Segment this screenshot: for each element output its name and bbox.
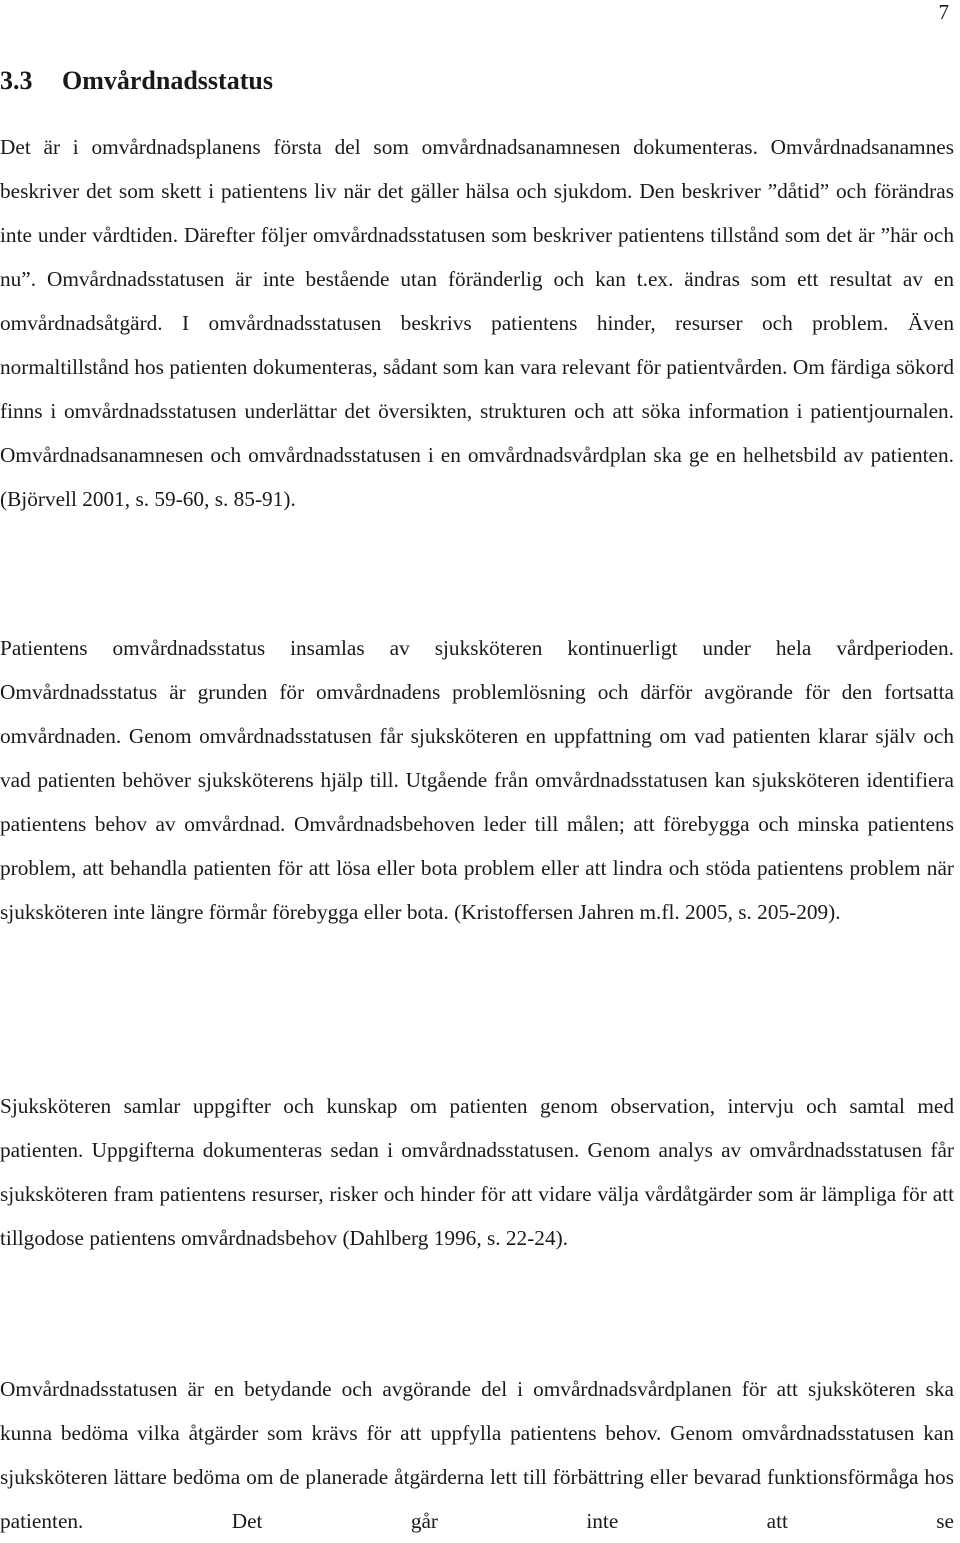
page-number: 7 [938, 0, 949, 24]
section-number: 3.3 [0, 66, 33, 95]
section-heading [0, 68, 273, 94]
paragraph-2: Patientens omvårdnadsstatus insamlas av sjuksköteren kontinuerligt under hela vårdperioden. Omvårdnadsstatus är grunden för omvårdnadens problemlösning och därför avgörande för den fortsatta omvårdnaden. Genom omvårdnadsstatusen får sjuksköteren en uppfattning om vad patienten klarar själv och vad patienten behöver sjuksköterens hjälp till. Utgående från omvårdnadsstatusen kan sjuksköteren identifiera patientens behov av omvårdnad. Omvårdnadsbehoven leder till målen; att förebygga och minska patientens problem, att behandla patienten för att lösa eller bota problem eller att lindra och stöda patientens problem när sjuksköteren inte längre förmår förebygga eller bota. (Kristoffersen Jahren m.fl. 2005, s. 205-209). [0, 636, 954, 924]
paragraph-4: Omvårdnadsstatusen är en betydande och avgörande del i omvårdnadsvårdplanen för att sjuksköteren ska kunna bedöma vilka åtgärder som krävs för att uppfylla patientens behov. Genom omvårdnadsstatusen kan sjuksköteren lättare bedöma om de planerade åtgärderna lett till förbättring eller bevarad funktionsförmåga hos patienten. Det går inte att se [0, 1377, 954, 1533]
paragraph-1: Det är i omvårdnadsplanens första del som omvårdnadsanamnesen dokumenteras. Omvårdnadsanamnes beskriver det som skett i patientens liv när det gäller hälsa och sjukdom. Den beskriver ”dåtid” och förändras inte under vårdtiden. Därefter följer omvårdnadsstatusen som beskriver patientens tillstånd som det är ”här och nu”. Omvårdnadsstatusen är inte bestående utan föränderlig och kan t.ex. ändras som ett resultat av en omvårdnadsåtgärd. I omvårdnadsstatusen beskrivs patientens hinder, resurser och problem. Även normaltillstånd hos patienten dokumenteras, sådant som kan vara relevant för patientvården. Om färdiga sökord finns i omvårdnadsstatusen underlättar det översikten, strukturen och att söka information i patientjournalen. Omvårdnadsanamnesen och omvårdnadsstatusen i en omvårdnadsvårdplan ska ge en helhetsbild av patienten. (Björvell 2001, s. 59-60, s. 85-91). [0, 135, 954, 511]
paragraph-3: Sjuksköteren samlar uppgifter och kunskap om patienten genom observation, intervju och samtal med patienten. Uppgifterna dokumenteras sedan i omvårdnadsstatusen. Genom analys av omvårdnadsstatusen får sjuksköteren fram patientens resurser, risker och hinder för att vidare välja vårdåtgärder som är lämpliga för att tillgodose patientens omvårdnadsbehov (Dahlberg 1996, s. 22-24). [0, 1094, 954, 1250]
section-title: Omvårdnadsstatus [62, 66, 273, 95]
